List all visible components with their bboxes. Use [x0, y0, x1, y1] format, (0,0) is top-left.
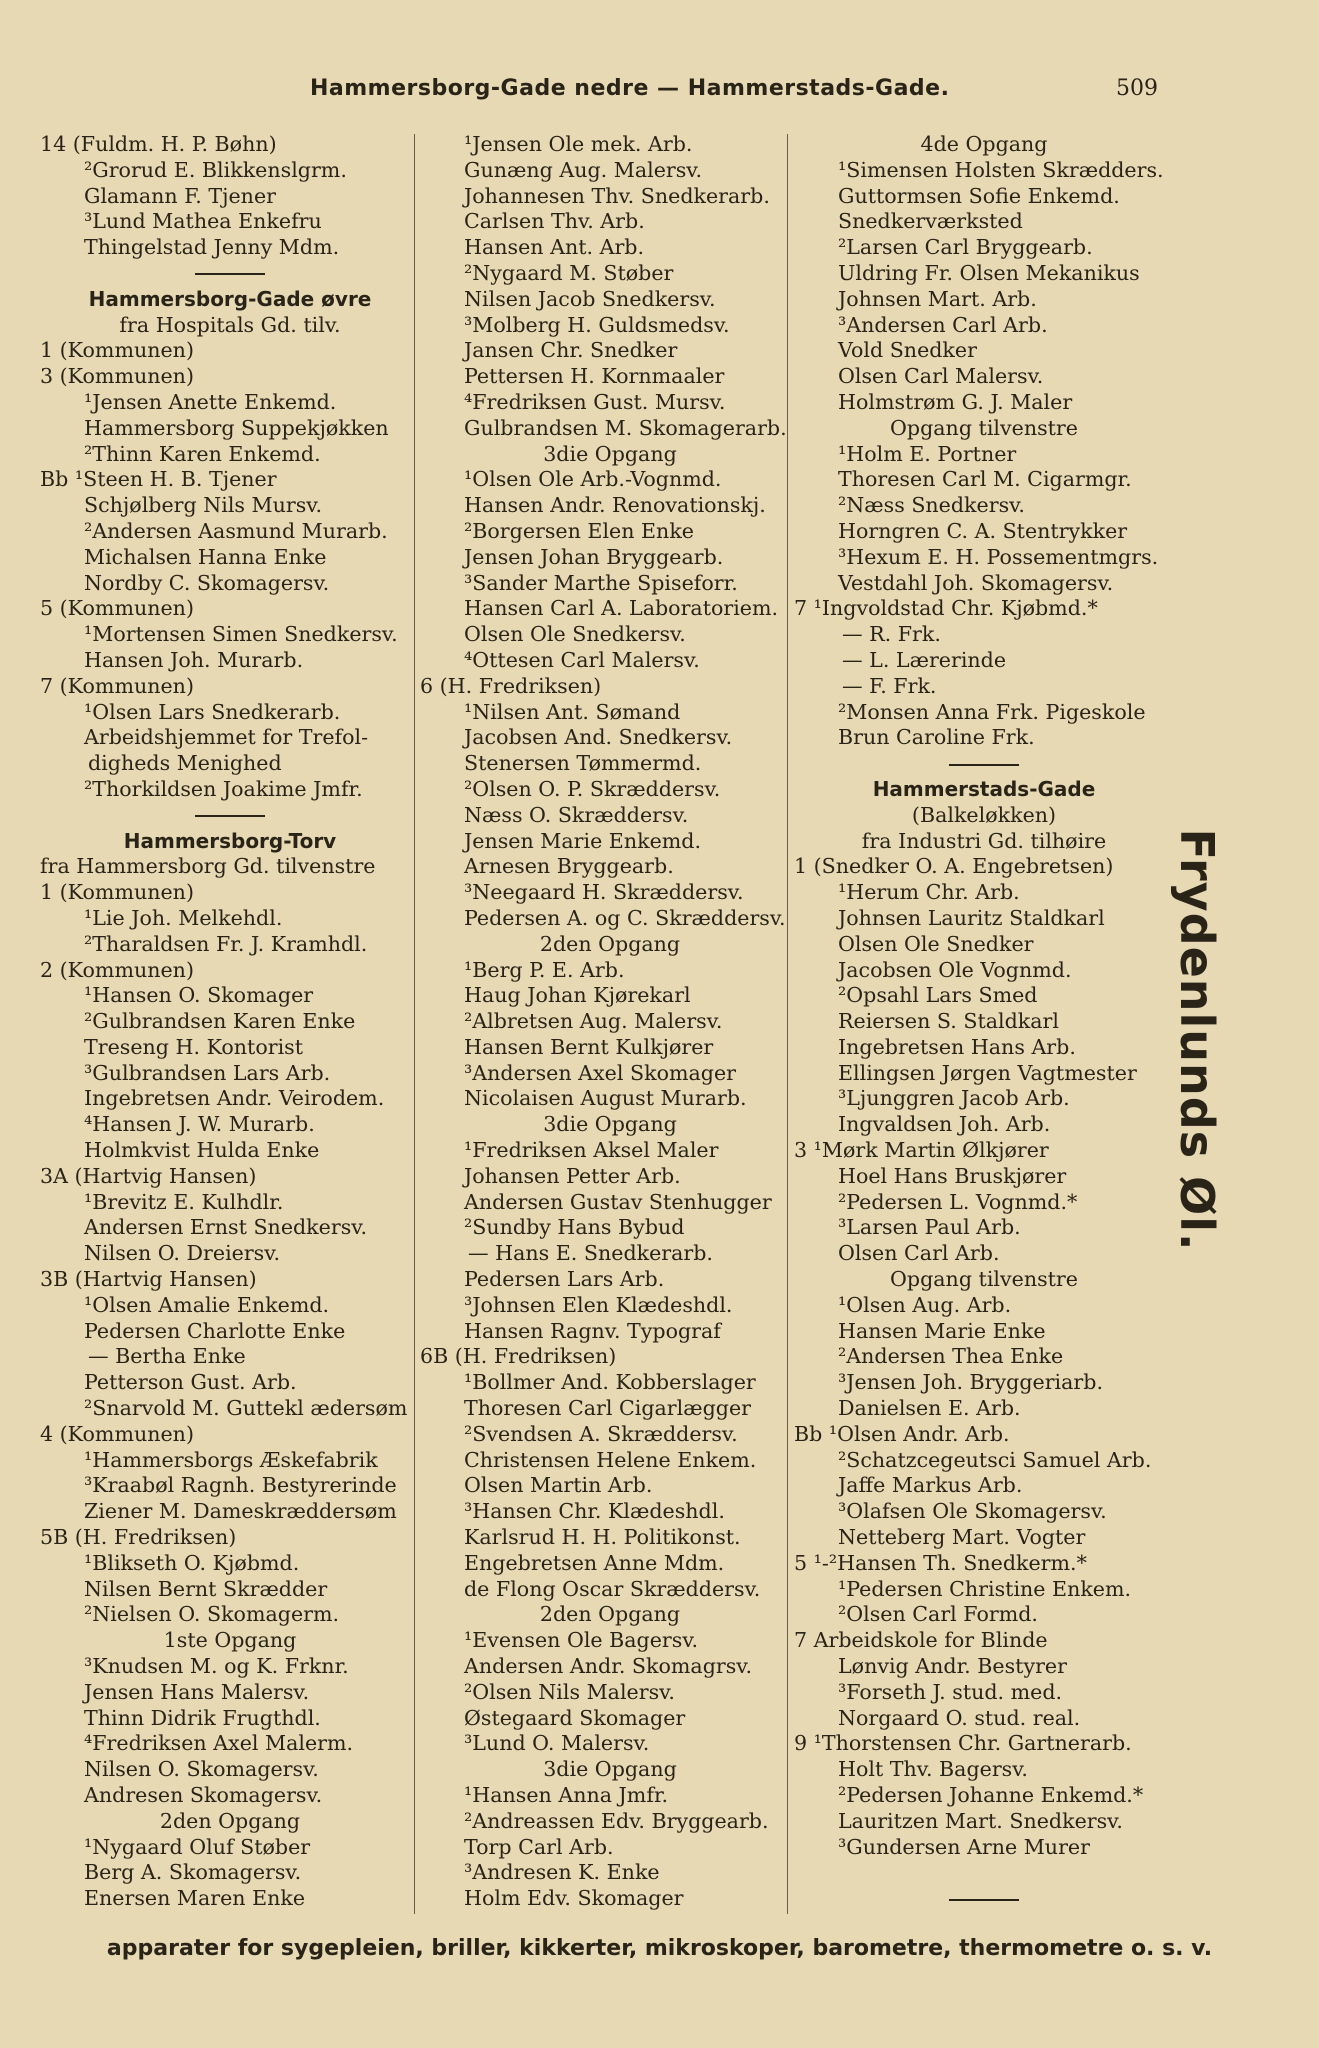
directory-entry: ¹Holm E. Portner — [838, 441, 1017, 466]
directory-entry: ²Albretsen Aug. Malersv. — [464, 1009, 723, 1034]
directory-entry: Stenersen Tømmermd. — [464, 751, 702, 776]
page-title: Hammersborg-Gade nedre — Hammerstads-Gade. — [310, 76, 950, 101]
directory-entry: ³Forseth J. stud. med. — [838, 1679, 1063, 1704]
directory-entry: ¹Brevitz E. Kulhdlr. — [84, 1189, 284, 1214]
directory-entry: ²Snarvold M. Guttekl ædersøm — [84, 1396, 408, 1421]
directory-entry: Norgaard O. stud. real. — [838, 1705, 1081, 1730]
directory-entry: 7 ¹Ingvoldstad Chr. Kjøbmd.* — [794, 596, 1098, 621]
directory-entry: Andersen Gustav Stenhugger — [464, 1189, 772, 1214]
directory-entry: ²Andersen Thea Enke — [838, 1344, 1064, 1369]
directory-entry: ¹Simensen Holsten Skrædders. — [838, 157, 1164, 182]
directory-entry: ³Knudsen M. og K. Frknr. — [84, 1654, 349, 1679]
directory-entry: Jacobsen Ole Vognmd. — [838, 957, 1072, 982]
directory-entry: — F. Frk. — [842, 673, 937, 698]
directory-entry: ²Olsen Nils Malersv. — [464, 1679, 675, 1704]
section-separator — [40, 261, 420, 287]
directory-entry: Thinn Didrik Frugthdl. — [84, 1705, 321, 1730]
directory-entry: ⁴Hansen J. W. Murarb. — [84, 1112, 315, 1137]
directory-entry: Hammersborg Suppekjøkken — [84, 415, 389, 440]
directory-entry: 1ste Opgang — [163, 1628, 297, 1653]
directory-entry: Lønvig Andr. Bestyrer — [838, 1654, 1067, 1679]
directory-entry: Danielsen E. Arb. — [838, 1396, 1021, 1421]
directory-entry: ²Sundby Hans Bybud — [464, 1215, 685, 1240]
directory-entry: Thoresen Carl M. Cigarmgr. — [838, 467, 1132, 492]
directory-entry: 5 ¹-²Hansen Th. Snedkerm.* — [794, 1550, 1087, 1575]
directory-entry: ³Jensen Joh. Bryggeriarb. — [838, 1370, 1103, 1395]
side-advertisement — [1152, 828, 1242, 1252]
directory-entry: ¹Olsen Aug. Arb. — [838, 1292, 1012, 1317]
directory-entry: 3A (Hartvig Hansen) — [40, 1163, 257, 1188]
directory-entry: Ellingsen Jørgen Vagtmester — [838, 1060, 1137, 1085]
street-heading: Hammersborg-Torv — [123, 828, 337, 853]
directory-entry: Nicolaisen August Murarb. — [464, 1086, 747, 1111]
directory-entry: ²Borgersen Elen Enke — [464, 518, 694, 543]
directory-entry: — L. Lærerinde — [842, 647, 1007, 672]
directory-entry: ²Thinn Karen Enkemd. — [84, 441, 321, 466]
directory-entry: — Bertha Enke — [88, 1344, 246, 1369]
directory-entry: ¹Mortensen Simen Snedkersv. — [84, 622, 398, 647]
directory-entry: Enersen Maren Enke — [84, 1886, 306, 1911]
directory-entry: Pedersen Charlotte Enke — [84, 1318, 346, 1343]
directory-entry: Jensen Marie Enkemd. — [464, 828, 702, 853]
directory-entry: Holmstrøm G. J. Maler — [838, 389, 1073, 414]
directory-entry: Nordby C. Skomagersv. — [84, 570, 330, 595]
section-separator — [794, 1886, 1174, 1912]
directory-entry: Arnesen Bryggearb. — [464, 854, 674, 879]
separator-rule — [195, 273, 265, 275]
directory-entry: Guttormsen Sofie Enkemd. — [838, 183, 1120, 208]
directory-entry: Andersen Ernst Snedkersv. — [84, 1215, 368, 1240]
footer-advertisement: apparater for sygepleien, briller, kikkerter, mikroskoper, barometre, thermometre o. s. v. — [106, 1936, 1213, 1961]
directory-entry: Thingelstad Jenny Mdm. — [84, 235, 340, 260]
directory-entry — [794, 1860, 1174, 1886]
directory-entry: Engebretsen Anne Mdm. — [464, 1550, 725, 1575]
directory-column-3 — [794, 132, 1174, 1912]
directory-entry: Christensen Helene Enkem. — [464, 1447, 757, 1472]
directory-entry: 9 ¹Thorstensen Chr. Gartnerarb. — [794, 1731, 1132, 1756]
directory-entry: 7 (Kommunen) — [40, 673, 194, 698]
directory-entry: Johnsen Lauritz Staldkarl — [838, 905, 1105, 930]
directory-entry: ²Pedersen Johanne Enkemd.* — [838, 1783, 1144, 1807]
directory-entry: Nilsen Bernt Skrædder — [84, 1576, 328, 1601]
directory-entry: ⁴Fredriksen Gust. Mursv. — [464, 389, 726, 414]
directory-entry: Hansen Carl A. Laboratoriem. — [464, 596, 779, 621]
directory-entry: Berg A. Skomagersv. — [84, 1860, 302, 1885]
directory-entry: 7 Arbeidskole for Blinde — [794, 1628, 1048, 1653]
directory-entry: fra Hammersborg Gd. tilvenstre — [40, 854, 376, 879]
directory-entry: Jaffe Markus Arb. — [838, 1473, 1023, 1498]
directory-entry: Bb ¹Steen H. B. Tjener — [40, 467, 277, 492]
directory-entry: ³Ljunggren Jacob Arb. — [838, 1086, 1070, 1111]
directory-entry: Østegaard Skomager — [464, 1705, 686, 1730]
directory-entry: Jacobsen And. Snedkersv. — [464, 725, 733, 750]
directory-entry: ²Tharaldsen Fr. J. Kramhdl. — [84, 931, 368, 956]
directory-entry: ¹Fredriksen Aksel Maler — [464, 1138, 719, 1163]
directory-entry: ²Nielsen O. Skomagerm. — [84, 1602, 340, 1627]
directory-entry: ²Pedersen L. Vognmd.* — [838, 1189, 1078, 1214]
directory-entry: Karlsrud H. H. Politikonst. — [464, 1525, 741, 1550]
directory-entry: ²Olsen O. P. Skræddersv. — [464, 776, 721, 801]
directory-entry: Nilsen O. Skomagersv. — [84, 1757, 319, 1782]
directory-entry: ¹Nygaard Oluf Støber — [84, 1834, 311, 1859]
directory-entry: Opgang tilvenstre — [890, 415, 1078, 440]
directory-entry: ¹Olsen Ole Arb.-Vognmd. — [464, 467, 722, 492]
directory-entry: Glamann F. Tjener — [84, 183, 276, 208]
directory-entry: Ingvaldsen Joh. Arb. — [838, 1112, 1051, 1137]
directory-entry: ³Molberg H. Guldsmedsv. — [464, 312, 730, 337]
directory-entry: ²Larsen Carl Bryggearb. — [838, 235, 1093, 260]
directory-entry: ⁴Fredriksen Axel Malerm. — [84, 1731, 354, 1756]
directory-entry: ²Opsahl Lars Smed — [838, 983, 1038, 1008]
directory-entry: Holm Edv. Skomager — [464, 1886, 684, 1911]
directory-entry: Schjølberg Nils Mursv. — [84, 493, 323, 518]
directory-entry: Jensen Hans Malersv. — [84, 1679, 310, 1704]
directory-entry: Jansen Chr. Snedker — [464, 338, 678, 363]
directory-entry: 1 (Snedker O. A. Engebretsen) — [794, 854, 1114, 879]
directory-entry: ²Thorkildsen Joakime Jmfr. — [84, 776, 363, 801]
directory-entry: Johnsen Mart. Arb. — [838, 286, 1037, 311]
directory-entry: ¹Blikseth O. Kjøbmd. — [84, 1550, 300, 1575]
directory-entry: ²Næss Snedkersv. — [838, 493, 1025, 518]
directory-entry: ¹Hammersborgs Æskefabrik — [84, 1447, 378, 1472]
directory-entry: ¹Hansen Anna Jmfr. — [464, 1783, 669, 1807]
directory-entry: Treseng H. Kontorist — [84, 1034, 304, 1059]
street-heading: Hammersborg-Gade øvre — [88, 286, 372, 311]
directory-entry: ¹Jensen Ole mek. Arb. — [464, 132, 693, 156]
directory-entry: 5 (Kommunen) — [40, 596, 194, 621]
directory-entry: Vold Snedker — [838, 338, 977, 363]
directory-entry: ²Monsen Anna Frk. Pigeskole — [838, 699, 1146, 724]
separator-rule — [195, 815, 265, 817]
directory-entry: Petterson Gust. Arb. — [84, 1370, 297, 1395]
directory-entry: Thoresen Carl Cigarlægger — [464, 1396, 751, 1421]
directory-entry: 3die Opgang — [543, 441, 677, 466]
directory-entry: ³Sander Marthe Spiseforr. — [464, 570, 738, 595]
directory-entry: 3B (Hartvig Hansen) — [40, 1267, 257, 1292]
directory-entry: Johannesen Thv. Snedkerarb. — [464, 183, 770, 208]
directory-entry: Andresen Skomagersv. — [84, 1783, 323, 1807]
directory-entry: Holmkvist Hulda Enke — [84, 1138, 320, 1163]
directory-entry: ³Andersen Axel Skomager — [464, 1060, 736, 1085]
directory-entry: digheds Menighed — [88, 751, 282, 776]
directory-entry: ²Nygaard M. Støber — [464, 260, 674, 285]
directory-entry: fra Industri Gd. tilhøire — [861, 828, 1107, 853]
page-header — [0, 76, 1319, 110]
directory-entry: Pedersen Lars Arb. — [464, 1267, 665, 1292]
directory-entry: ³Olafsen Ole Skomagersv. — [838, 1499, 1107, 1524]
directory-entry: Michalsen Hanna Enke — [84, 544, 327, 569]
directory-entry: Gunæng Aug. Malersv. — [464, 157, 703, 182]
directory-entry: 2den Opgang — [539, 931, 681, 956]
directory-entry: ¹Jensen Anette Enkemd. — [84, 389, 337, 414]
directory-entry: Hansen Ant. Arb. — [464, 235, 645, 260]
directory-column-1 — [40, 132, 420, 1912]
directory-entry: ²Schatzcegeutsci Samuel Arb. — [838, 1447, 1152, 1472]
directory-entry: Olsen Martin Arb. — [464, 1473, 653, 1498]
directory-entry: 1 (Kommunen) — [40, 338, 194, 363]
directory-entry: 3 (Kommunen) — [40, 364, 194, 389]
directory-entry: Brun Caroline Frk. — [838, 725, 1035, 750]
directory-entry: ²Andersen Aasmund Murarb. — [84, 518, 388, 543]
directory-entry: Ingebretsen Hans Arb. — [838, 1034, 1076, 1059]
directory-entry: ¹Berg P. E. Arb. — [464, 957, 625, 982]
directory-entry: 6B (H. Fredriksen) — [420, 1344, 617, 1369]
directory-entry: Hansen Marie Enke — [838, 1318, 1046, 1343]
directory-entry: ¹Nilsen Ant. Sømand — [464, 699, 681, 724]
directory-entry: ³Larsen Paul Arb. — [838, 1215, 1021, 1240]
directory-column-2 — [420, 132, 800, 1912]
directory-entry: Næss O. Skræddersv. — [464, 802, 689, 827]
directory-entry: Hansen Bernt Kulkjører — [464, 1034, 714, 1059]
directory-entry: 2den Opgang — [539, 1602, 681, 1627]
directory-entry: Olsen Carl Arb. — [838, 1241, 1000, 1266]
directory-entry: Lauritzen Mart. Snedkersv. — [838, 1808, 1123, 1833]
directory-entry: ⁴Ottesen Carl Malersv. — [464, 647, 700, 672]
directory-entry: Carlsen Thv. Arb. — [464, 209, 645, 234]
directory-entry: Arbeidshjemmet for Trefol- — [84, 725, 369, 750]
directory-entry: ³Lund O. Malersv. — [464, 1731, 650, 1756]
directory-entry: ¹Evensen Ole Bagersv. — [464, 1628, 699, 1653]
directory-entry: ³Andersen Carl Arb. — [838, 312, 1048, 337]
directory-entry: Snedkerværksted — [838, 209, 1023, 234]
directory-entry: Gulbrandsen M. Skomagerarb. — [464, 415, 787, 440]
directory-entry: Reiersen S. Staldkarl — [838, 1009, 1059, 1034]
directory-entry: Haug Johan Kjørekarl — [464, 983, 691, 1008]
directory-entry: Opgang tilvenstre — [890, 1267, 1078, 1292]
directory-entry: Ziener M. Dameskræddersøm — [84, 1499, 397, 1524]
directory-entry: fra Hospitals Gd. tilv. — [119, 312, 341, 337]
directory-entry: ²Andreassen Edv. Bryggearb. — [464, 1808, 769, 1833]
directory-entry: Bb ¹Olsen Andr. Arb. — [794, 1421, 1010, 1446]
directory-entry: ¹Pedersen Christine Enkem. — [838, 1576, 1132, 1601]
directory-entry: Uldring Fr. Olsen Mekanikus — [838, 260, 1140, 285]
directory-entry: ³Neegaard H. Skræddersv. — [464, 880, 744, 905]
separator-rule — [949, 1899, 1019, 1901]
directory-entry: 4de Opgang — [920, 132, 1048, 156]
directory-entry: ¹Olsen Lars Snedkerarb. — [84, 699, 341, 724]
directory-entry: de Flong Oscar Skræddersv. — [464, 1576, 761, 1601]
directory-entry: ²Olsen Carl Formd. — [838, 1602, 1038, 1627]
directory-entry: ¹Lie Joh. Melkehdl. — [84, 905, 283, 930]
directory-entry: 1 (Kommunen) — [40, 880, 194, 905]
directory-entry: Torp Carl Arb. — [464, 1834, 614, 1859]
directory-entry: 5B (H. Fredriksen) — [40, 1525, 237, 1550]
directory-entry: Hoel Hans Bruskjører — [838, 1163, 1067, 1188]
directory-entry: ²Svendsen A. Skræddersv. — [464, 1421, 738, 1446]
page-number: 509 — [1116, 76, 1158, 101]
directory-entry: ¹Bollmer And. Kobberslager — [464, 1370, 756, 1395]
directory-entry: ¹Herum Chr. Arb. — [838, 880, 1020, 905]
side-advertisement-text: Frydenlunds Øl. — [1170, 828, 1224, 1252]
section-separator — [794, 751, 1174, 777]
directory-entry: 4 (Kommunen) — [40, 1421, 194, 1446]
directory-entry: Netteberg Mart. Vogter — [838, 1525, 1086, 1550]
directory-entry: 3die Opgang — [543, 1757, 677, 1782]
separator-rule — [949, 764, 1019, 766]
directory-entry: Olsen Ole Snedker — [838, 931, 1034, 956]
directory-entry: — Hans E. Snedkerarb. — [468, 1241, 713, 1266]
directory-entry: Ingebretsen Andr. Veirodem. — [84, 1086, 385, 1111]
directory-entry: ³Gulbrandsen Lars Arb. — [84, 1060, 331, 1085]
directory-entry: Vestdahl Joh. Skomagersv. — [838, 570, 1114, 595]
directory-entry: ³Andresen K. Enke — [464, 1860, 660, 1885]
directory-entry: Pedersen A. og C. Skræddersv. — [464, 905, 786, 930]
directory-entry: ¹Olsen Amalie Enkemd. — [84, 1292, 330, 1317]
directory-entry: Horngren C. A. Stentrykker — [838, 518, 1128, 543]
directory-entry: 6 (H. Fredriksen) — [420, 673, 602, 698]
directory-entry: ³Lund Mathea Enkefru — [84, 209, 322, 234]
directory-entry: Johansen Petter Arb. — [464, 1163, 681, 1188]
directory-entry: ¹Hansen O. Skomager — [84, 983, 314, 1008]
directory-entry: Olsen Carl Malersv. — [838, 364, 1044, 389]
directory-entry: ²Grorud E. Blikkenslgrm. — [84, 157, 347, 182]
directory-entry: ³Hansen Chr. Klædeshdl. — [464, 1499, 725, 1524]
directory-entry: 14 (Fuldm. H. P. Bøhn) — [40, 132, 277, 156]
directory-entry: Hansen Andr. Renovationskj. — [464, 493, 766, 518]
directory-entry: Andersen Andr. Skomagrsv. — [464, 1654, 753, 1679]
directory-entry: ³Hexum E. H. Possementmgrs. — [838, 544, 1159, 569]
section-separator — [40, 803, 420, 829]
directory-entry: ³Johnsen Elen Klædeshdl. — [464, 1292, 733, 1317]
directory-entry: Pettersen H. Kornmaaler — [464, 364, 725, 389]
directory-entry: Hansen Ragnv. Typograf — [464, 1318, 721, 1343]
street-heading: Hammerstads-Gade — [872, 776, 1096, 801]
directory-entry: ³Gundersen Arne Murer — [838, 1834, 1090, 1859]
directory-entry: Nilsen Jacob Snedkersv. — [464, 286, 716, 311]
directory-entry: Holt Thv. Bagersv. — [838, 1757, 1028, 1782]
directory-entry: Jensen Johan Bryggearb. — [464, 544, 724, 569]
directory-entry: (Balkeløkken) — [911, 802, 1057, 827]
directory-entry: ²Gulbrandsen Karen Enke — [84, 1009, 356, 1034]
directory-entry: Hansen Joh. Murarb. — [84, 647, 304, 672]
directory-entry: 3die Opgang — [543, 1112, 677, 1137]
directory-entry: 2 (Kommunen) — [40, 957, 194, 982]
directory-entry: 3 ¹Mørk Martin Ølkjører — [794, 1138, 1049, 1163]
directory-entry: Nilsen O. Dreiersv. — [84, 1241, 280, 1266]
directory-entry: — R. Frk. — [842, 622, 941, 647]
directory-entry: Olsen Ole Snedkersv. — [464, 622, 686, 647]
directory-entry: 2den Opgang — [159, 1808, 301, 1833]
directory-entry: ³Kraabøl Ragnh. Bestyrerinde — [84, 1473, 397, 1498]
